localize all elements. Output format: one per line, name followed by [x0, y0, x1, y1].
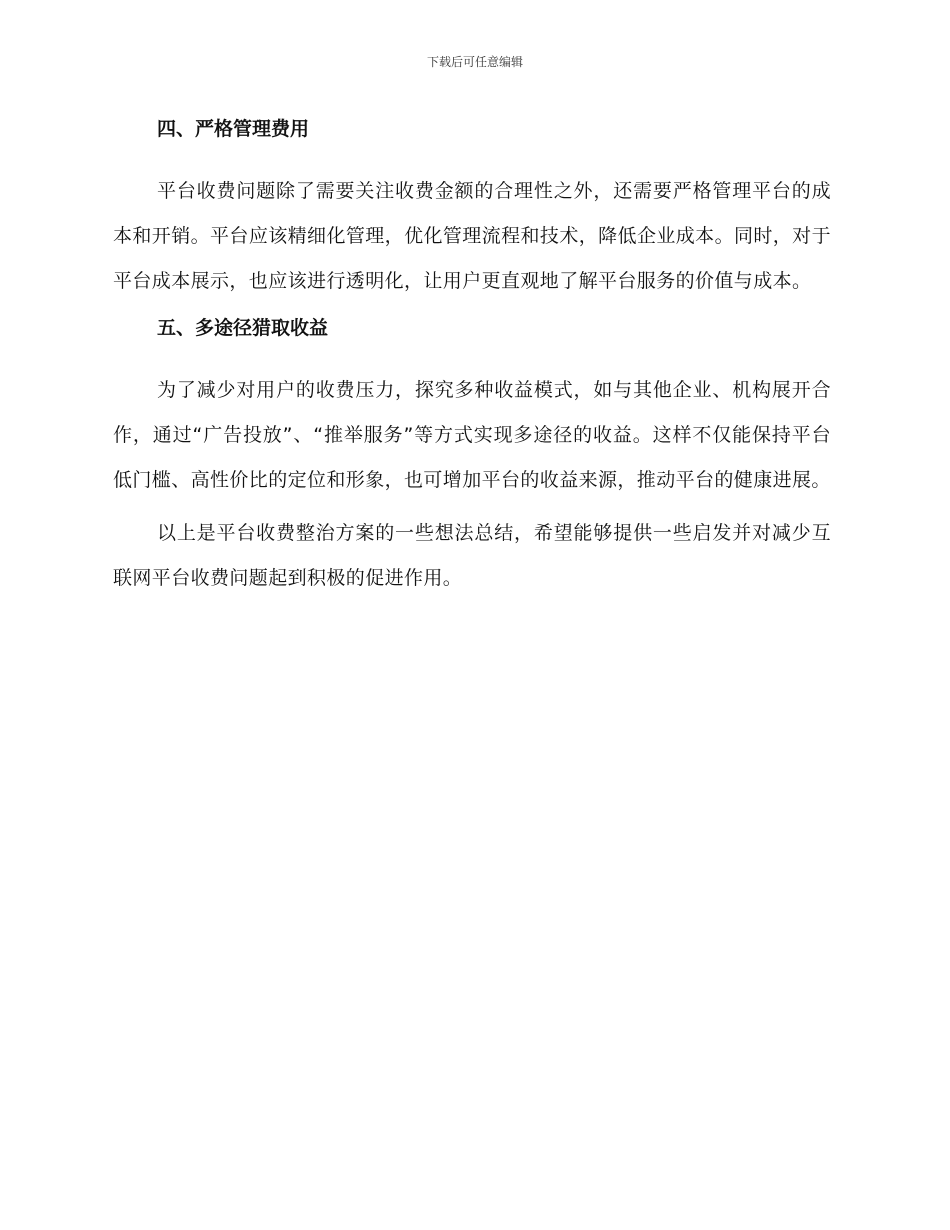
page-header: 下载后可任意编辑 — [426, 55, 523, 69]
document-body — [113, 113, 831, 609]
section-cost-management — [113, 113, 831, 304]
paragraph-summary: 以上是平台收费整治方案的一些想法总结，希望能够提供一些启发并对减少互联网平台收费问题起到积极的促进作用。 — [113, 522, 831, 589]
paragraph: 为了减少对用户的收费压力，探究多种收益模式，如与其他企业、机构展开合作，通过“广告投放”、“推举服务”等方式实现多途径的收益。这样不仅能保持平台低门槛、高性价比的定位和形象，也可增加平台的收益来源，推动平台的健康进展。 — [113, 379, 831, 491]
paragraph: 平台收费问题除了需要关注收费金额的合理性之外，还需要严格管理平台的成本和开销。平台应该精细化管理，优化管理流程和技术，降低企业成本。同时，对于平台成本展示，也应该进行透明化，让用户更直观地了解平台服务的价值与成本。 — [113, 180, 831, 292]
section-revenue-channels — [113, 312, 831, 601]
section-heading: 五、多途径猎取收益 — [157, 317, 329, 339]
section-heading: 四、严格管理费用 — [157, 118, 310, 140]
